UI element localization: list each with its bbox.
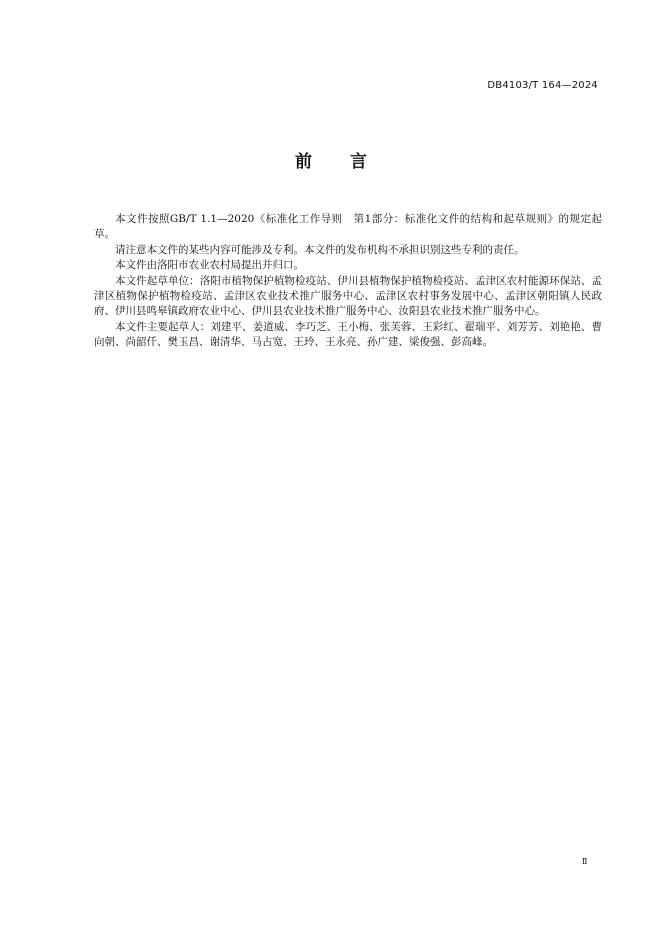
paragraph-drafting-basis: 本文件按照GB/T 1.1—2020《标准化工作导则 第1部分：标准化文件的结构和起草规则》的规定起草。: [94, 213, 602, 241]
page-title: [0, 147, 662, 172]
page-number: Ⅱ: [582, 857, 588, 866]
title-char-2: 言: [350, 152, 367, 172]
paragraph-proposer: 本文件由洛阳市农业农村局提出并归口。: [115, 259, 304, 272]
paragraph-patent-notice: 请注意本文件的某些内容可能涉及专利。本文件的发布机构不承担识别这些专利的责任。: [115, 243, 525, 256]
document-code: DB4103/T 164—2024: [487, 80, 598, 91]
paragraph-drafting-units: 本文件起草单位：洛阳市植物保护植物检疫站、伊川县植物保护植物检疫站、孟津区农村能源环保站、孟津区植物保护植物检疫站、孟津区农业技术推广服务中心、孟津区农村事务发展中心、孟津区朝阳镇人民政府、伊川县鸣皋镇政府农业中心、伊川县农业技术推广服务中心、汝阳县农业技术推广服务中心。: [94, 274, 602, 318]
foreword-body: [94, 212, 602, 351]
title-char-1: 前: [295, 152, 312, 172]
paragraph-drafters: 本文件主要起草人：刘建平、姜道威、李巧芝、王小梅、张芙蓉、王彩红、翟瑞平、刘芳芳、刘艳艳、曹向朝、尚韶仟、樊玉昌、谢清华、马占宽、王玲、王永亮、孙广建、梁俊强、彭高峰。: [94, 320, 602, 349]
